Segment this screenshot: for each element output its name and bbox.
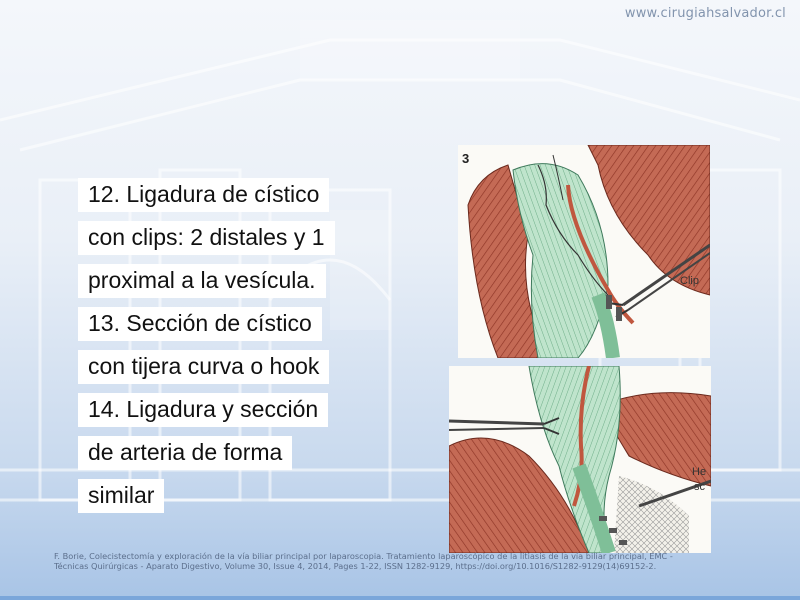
figure-number: 3 [462, 151, 470, 166]
slide-text-line: proximal a la vesícula. [78, 264, 326, 298]
slide-text-line: 13. Sección de cístico [78, 307, 322, 341]
slide-text [78, 178, 378, 522]
slide-text-line: de arteria de forma [78, 436, 292, 470]
citation-line: F. Borie, Colecistectomía y exploración de la vía biliar principal por laparoscopia. Tratamiento laparoscópico de la litiasis de la vía biliar principal, EMC - [54, 551, 673, 561]
citation [54, 551, 754, 571]
site-url: www.cirugiahsalvador.cl [624, 6, 786, 21]
bottom-accent-bar [0, 596, 800, 600]
illustration-drawing [458, 145, 710, 358]
citation-line: Técnicas Quirúrgicas - Aparato Digestivo, Volume 30, Issue 4, 2014, Pages 1-22, ISSN 1282-9129, https://doi.org/10.1016/S1282-9129(14)69152-2. [54, 561, 657, 571]
slide-text-line: 12. Ligadura de cístico [78, 178, 329, 212]
figure-label-hook: He [692, 466, 707, 478]
slide-text-line: con clips: 2 distales y 1 [78, 221, 335, 255]
figure-label-scissors: sc [694, 481, 705, 493]
slide-text-line: con tijera curva o hook [78, 350, 329, 384]
illustration-drawing [449, 366, 711, 553]
slide-text-line: similar [78, 479, 164, 513]
surgical-illustration-cystic-duct-section [449, 366, 711, 553]
slide-text-line: 14. Ligadura y sección [78, 393, 328, 427]
surgical-illustration-cystic-duct-clipping [458, 145, 710, 358]
figure-label-clip: Clip [680, 275, 699, 287]
